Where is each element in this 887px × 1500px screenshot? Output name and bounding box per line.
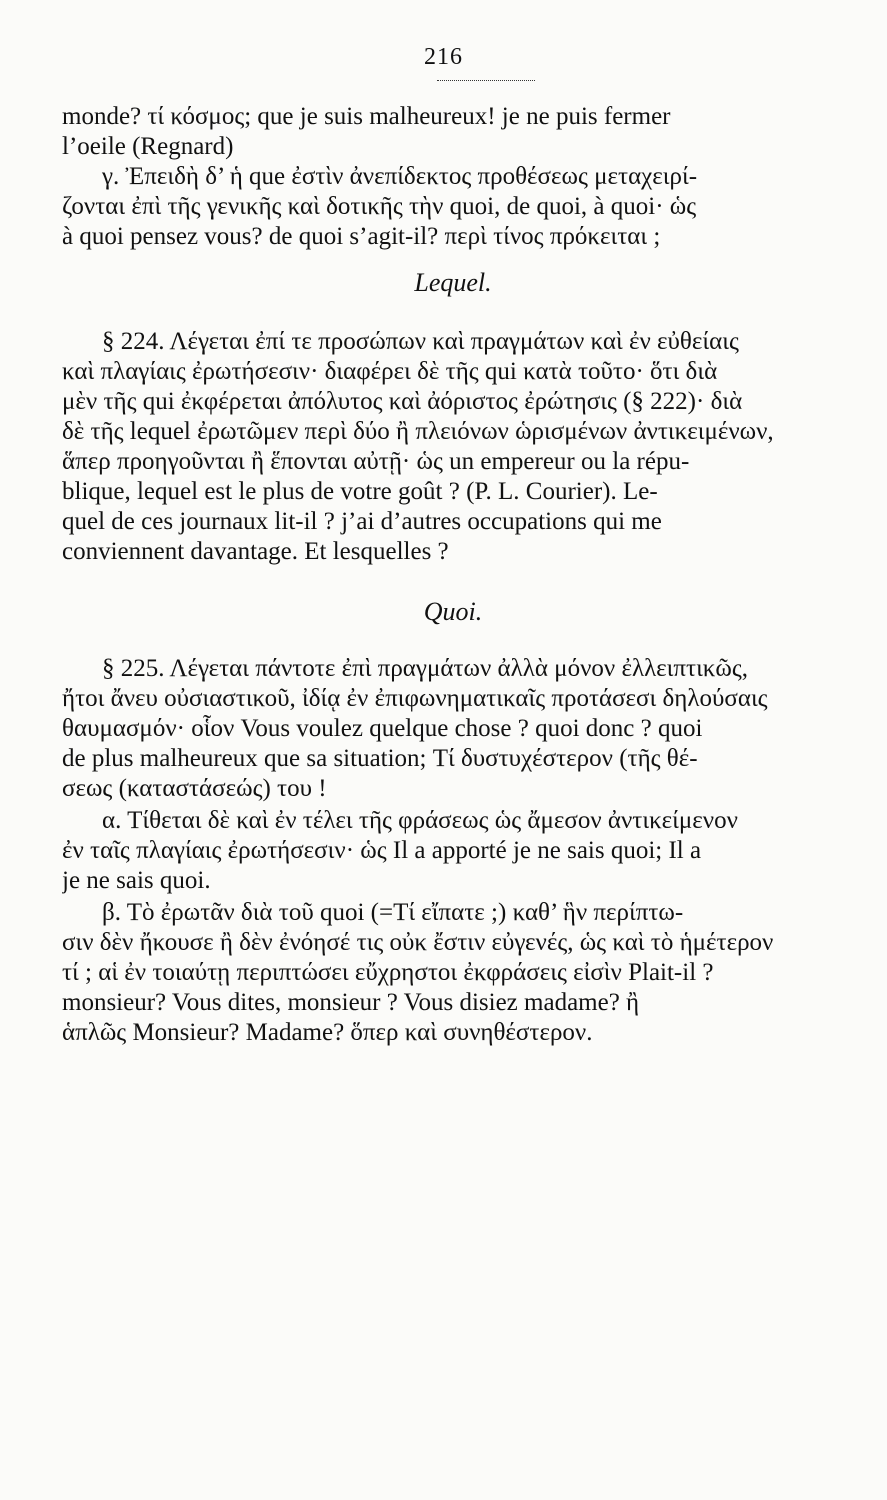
text-line: β. Τὸ ἐρωτᾶν διὰ τοῦ quoi (=Τί εἴπατε ;) καθ’ ἣν περίπτω-	[102, 899, 684, 926]
text-line: conviennent davantage. Et lesquelles ?	[62, 538, 449, 565]
text-line: α. Τίθεται δὲ καὶ ἐν τέλει τῆς φράσεως ὡς ἄμεσον ἀντικείμενον	[102, 807, 738, 834]
text-line: γ. Ἐπειδὴ δ’ ἡ que ἐστὶν ἀνεπίδεκτος προθέσεως μεταχειρί-	[102, 163, 698, 190]
text-line: θαυμασμόν· οἷον Vous voulez quelque chose ? quoi donc ? quoi	[62, 715, 703, 742]
text-line: ἁπλῶς Monsieur? Madame? ὅπερ καὶ συνηθέστερον.	[62, 1019, 593, 1046]
text-line: monde? τί κόσμος; que je suis malheureux! je ne puis fermer	[62, 103, 671, 130]
text-line: je ne sais quoi.	[62, 867, 211, 894]
text-line: ζονται ἐπὶ τῆς γενικῆς καὶ δοτικῆς τὴν quoi, de quoi, à quoi· ὡς	[62, 193, 697, 220]
text-line: blique, lequel est le plus de votre goût ? (P. L. Courier). Le-	[62, 478, 658, 505]
section-224-paragraph	[62, 327, 844, 567]
text-line: ἅπερ προηγοῦνται ἢ ἕπονται αὐτῇ· ὡς un empereur ou la répu-	[62, 448, 690, 475]
page-number-rule	[437, 80, 535, 81]
text-line: monsieur? Vous dites, monsieur ? Vous disiez madame? ἢ	[62, 989, 640, 1016]
section-beta-paragraph	[62, 898, 844, 1048]
text-line: δὲ τῆς lequel ἐρωτῶμεν περὶ δύο ἢ πλειόνων ὡρισμένων ἀντικειμένων,	[62, 418, 774, 445]
text-line: σιν δὲν ἤκουσε ἢ δὲν ἐνόησέ τις οὐκ ἔστιν εὐγενές, ὡς καὶ τὸ ἡμέτερον	[62, 929, 774, 956]
text-line: § 225. Λέγεται πάντοτε ἐπὶ πραγμάτων ἀλλὰ μόνον ἐλλειπτικῶς,	[102, 655, 749, 682]
text-line: καὶ πλαγίαις ἐρωτήσεσιν· διαφέρει δὲ τῆς qui κατὰ τοῦτο· ὅτι διὰ	[62, 358, 718, 385]
intro-paragraph	[62, 102, 844, 252]
text-line: σεως (καταστάσεώς) του !	[62, 775, 327, 802]
text-line: à quoi pensez vous? de quoi s’agit-il? περὶ τίνος πρόκειται ;	[62, 223, 661, 250]
text-line: l’oeile (Regnard)	[62, 133, 234, 160]
text-line: μὲν τῆς qui ἐκφέρεται ἀπόλυτος καὶ ἀόριστος ἐρώτησις (§ 222)· διὰ	[62, 388, 743, 415]
page-body	[62, 102, 844, 1050]
page-number: 216	[424, 44, 463, 70]
section-225-paragraph	[62, 654, 844, 804]
section-heading-quoi: Quoi.	[423, 597, 483, 626]
text-line: quel de ces journaux lit-il ? j’ai d’autres occupations qui me	[62, 508, 662, 535]
text-line: τί ; αἱ ἐν τοιαύτῃ περιπτώσει εὔχρηστοι ἐκφράσεις εἰσὶν Plait-il ?	[62, 959, 714, 986]
section-heading-lequel: Lequel.	[414, 268, 492, 297]
text-line: ἤτοι ἄνευ οὐσιαστικοῦ, ἰδίᾳ ἐν ἐπιφωνηματικαῖς προτάσεσι δηλούσαις	[62, 685, 768, 712]
text-line: § 224. Λέγεται ἐπί τε προσώπων καὶ πραγμάτων καὶ ἐν εὐθείαις	[102, 328, 739, 355]
text-line: de plus malheureux que sa situation; Τί δυστυχέστερον (τῆς θέ-	[62, 745, 698, 772]
text-line: ἐν ταῖς πλαγίαις ἐρωτήσεσιν· ὡς Il a apporté je ne sais quoi; Il a	[62, 837, 702, 864]
section-alpha-paragraph	[62, 806, 844, 896]
